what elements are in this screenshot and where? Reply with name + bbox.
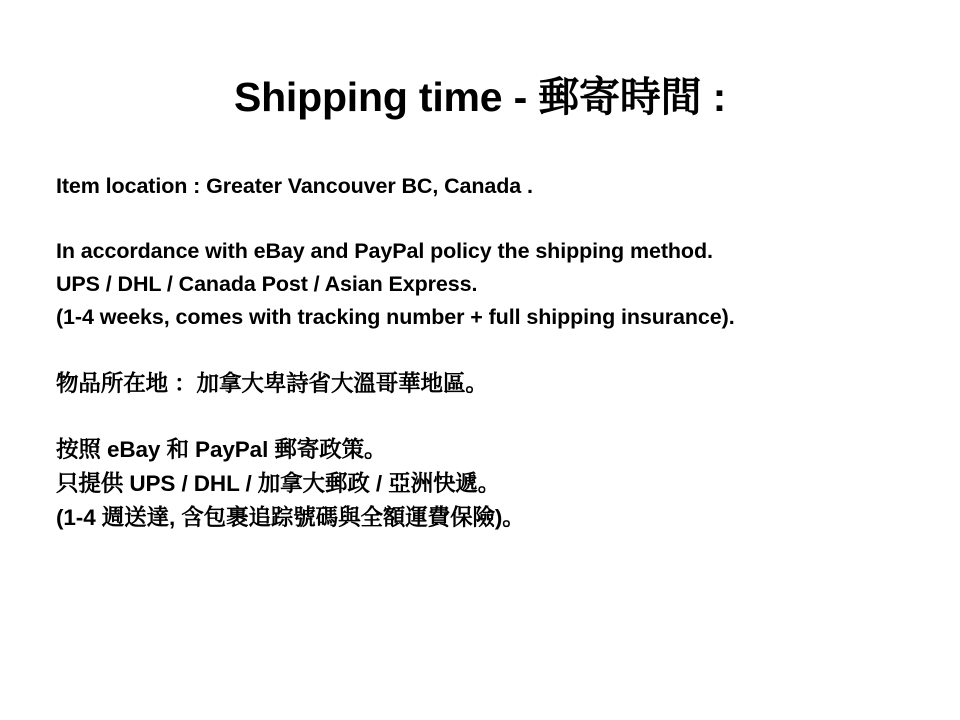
carriers-zh-line: 只提供 UPS / DHL / 加拿大郵政 / 亞洲快遞。 (56, 471, 501, 496)
timing-en-line: (1-4 weeks, comes with tracking number + full shipping insurance). (56, 305, 735, 329)
item-location-zh-line: 物品所在地 ：加拿大卑詩省大溫哥華地區。 (56, 371, 488, 396)
item-location-en-line: Item location : Greater Vancouver BC, Canada . (56, 174, 533, 198)
timing-zh-line: (1-4 週送達, 含包裹追踪號碼與全額運費保險)。 (56, 505, 525, 530)
slide-body (56, 170, 926, 535)
spacer-3 (56, 401, 926, 433)
spacer-1 (56, 203, 926, 235)
carriers-en-line: UPS / DHL / Canada Post / Asian Express. (56, 272, 478, 296)
policy-zh-line: 按照 eBay 和 PayPal 郵寄政策。 (56, 437, 387, 462)
spacer-2 (56, 334, 926, 367)
page-title: Shipping time - 郵寄時間 : (233, 74, 727, 120)
policy-en-line: In accordance with eBay and PayPal policy the shipping method. (56, 239, 713, 263)
